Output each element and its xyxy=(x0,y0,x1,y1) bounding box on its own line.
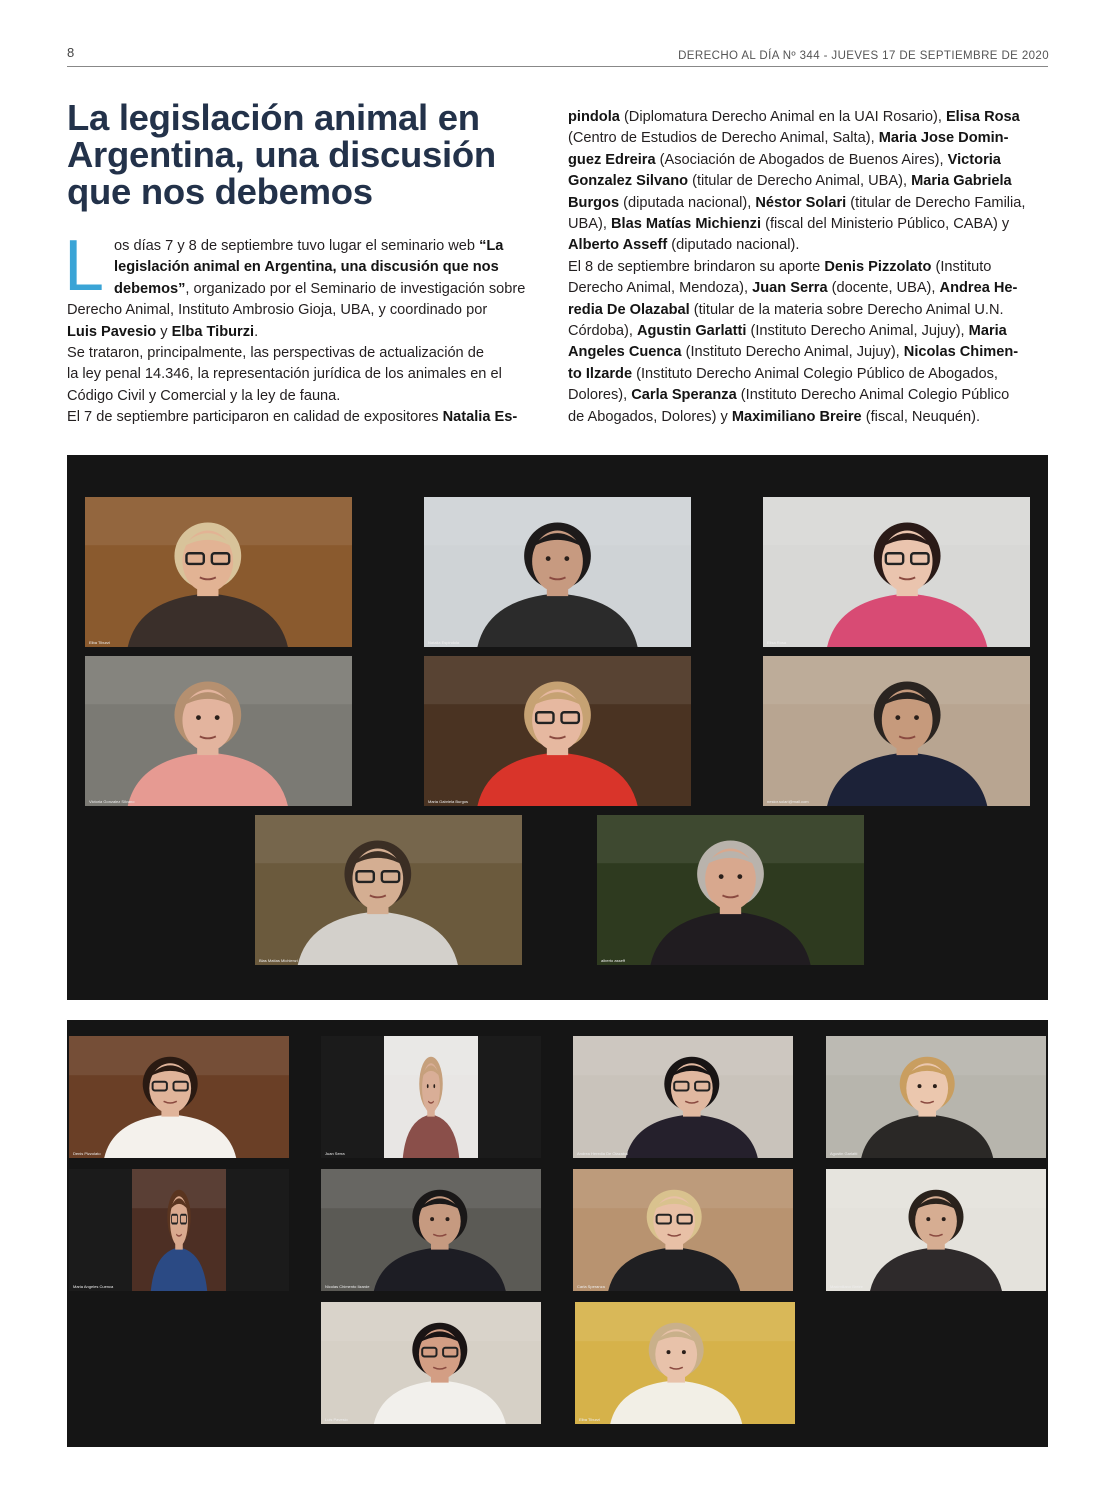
article-headline: La legislación animal en Argentina, una discusión que nos debemos xyxy=(67,97,496,212)
participant-eye-left xyxy=(895,715,900,720)
text-line xyxy=(568,214,1048,235)
text-line xyxy=(568,235,1048,256)
participant-eye-right xyxy=(933,1084,937,1088)
participant-video-frame xyxy=(424,656,691,806)
portrait-video-frame xyxy=(132,1169,226,1291)
text-line xyxy=(568,321,1048,342)
text-run: (titular de Derecho Familia, xyxy=(846,194,1026,211)
text-run: UBA), xyxy=(568,216,611,233)
text-line xyxy=(568,128,1048,149)
participant-video-tile xyxy=(763,656,1030,806)
participant-video-tile xyxy=(424,497,691,647)
participant-name-tag: Maria Gabriela Burgos xyxy=(428,799,469,804)
participant-name-tag: Denis Pizzolato xyxy=(73,1151,101,1156)
article-right-column xyxy=(568,107,1048,428)
text-run-bold: Juan Serra xyxy=(752,280,828,297)
participant-eye-left xyxy=(926,1217,930,1221)
participant-eye-right xyxy=(737,874,742,879)
participant-name-tag: Andrea Heredia De Olazabal xyxy=(577,1151,629,1156)
participant-video-frame xyxy=(573,1036,793,1158)
participant-eye-right xyxy=(682,1350,686,1354)
participant-video-frame xyxy=(763,497,1030,647)
text-run: (Instituto Derecho Animal Colegio Público xyxy=(736,387,1010,404)
text-run: Córdoba), xyxy=(568,323,637,340)
participant-name-tag: nestor.solari@mail.com xyxy=(767,799,809,804)
text-line xyxy=(568,364,1048,385)
article-left-column xyxy=(64,226,549,429)
participant-eye-right xyxy=(433,1084,435,1088)
text-line xyxy=(568,107,1048,128)
text-run-bold: Blas Matías Michienzi xyxy=(610,216,762,233)
text-run-bold: pindola xyxy=(568,109,620,125)
participant-eye-left xyxy=(196,715,201,720)
participant-eye-left xyxy=(430,1217,434,1221)
text-run: os días 7 y 8 de septiembre tuvo lugar el seminario web xyxy=(114,238,480,254)
text-run-bold: redia De Olazabal xyxy=(568,301,690,318)
text-line xyxy=(568,278,1048,299)
participant-name-tag: Blas Matías Michienzi xyxy=(259,958,298,963)
text-line xyxy=(568,342,1048,363)
text-line xyxy=(568,193,1048,214)
text-run-bold: Angeles Cuenca xyxy=(568,344,682,361)
participant-video-tile xyxy=(321,1036,541,1158)
text-run-bold: Agustin Garlatti xyxy=(636,323,747,340)
participant-name-tag: Elba Tiburzi xyxy=(579,1417,600,1422)
text-run: (Instituto Derecho Animal Colegio Público de Abogados, xyxy=(632,365,998,382)
header-rule xyxy=(67,66,1048,67)
text-run: de Abogados, Dolores) y xyxy=(568,408,732,425)
text-run: (titular de la materia sobre Derecho Animal U.N. xyxy=(689,301,1004,318)
text-run: El 7 de septiembre participaron en calidad de expositores xyxy=(67,409,443,426)
text-run-bold: Maria Jose Domin- xyxy=(878,130,1009,147)
participant-eye-right xyxy=(446,1217,450,1221)
participant-eye-left xyxy=(918,1084,922,1088)
text-run: Dolores), xyxy=(568,387,632,404)
text-run: (Asociación de Abogados de Buenos Aires), xyxy=(655,151,948,168)
paragraph-day-two xyxy=(568,257,1048,428)
text-run-bold: Luis Pavesio xyxy=(67,323,157,340)
text-run-bold: Alberto Asseff xyxy=(568,237,668,254)
text-run: (titular de Derecho Animal, UBA), xyxy=(688,173,912,190)
participant-video-tile xyxy=(321,1302,541,1424)
text-run-bold: Maximiliano Breire xyxy=(731,408,862,425)
participant-video-tile xyxy=(573,1169,793,1291)
participant-video-frame xyxy=(132,1169,226,1291)
participant-video-frame xyxy=(85,497,352,647)
participant-name-tag: Carla Speranza xyxy=(577,1284,605,1289)
participant-name-tag: Victoria Gonzalez Silvano xyxy=(89,799,135,804)
participant-name-tag: Juan Serra xyxy=(325,1151,345,1156)
text-line xyxy=(568,257,1048,278)
participant-video-tile xyxy=(424,656,691,806)
participant-video-frame xyxy=(763,656,1030,806)
text-run-bold: Burgos xyxy=(568,194,620,211)
text-line xyxy=(67,279,549,300)
paragraph-day-one-continued xyxy=(568,107,1048,257)
text-run: (diputada nacional), xyxy=(619,194,756,211)
text-run-bold: Elisa Rosa xyxy=(945,109,1020,125)
participant-name-tag: Natalia Espindola xyxy=(428,640,460,645)
participant-eye-right xyxy=(942,1217,946,1221)
text-line xyxy=(67,236,549,257)
participant-video-tile xyxy=(69,1036,289,1158)
text-run: Derecho Animal, Mendoza), xyxy=(568,280,753,297)
participant-eye-left xyxy=(719,874,724,879)
text-run: (Instituto Derecho Animal, Jujuy), xyxy=(681,344,904,361)
text-run-bold: debemos” xyxy=(114,280,186,297)
text-run: (Instituto Derecho Animal, Jujuy), xyxy=(746,323,969,340)
text-run-bold: Nicolas Chimen- xyxy=(903,344,1019,361)
text-line xyxy=(67,322,549,343)
participant-name-tag: Maximiliano Breire xyxy=(830,1284,863,1289)
text-run-bold: Victoria xyxy=(947,151,1001,168)
text-line xyxy=(568,407,1048,428)
text-run-bold: legislación animal en Argentina, una discusión que nos xyxy=(114,259,499,276)
participant-name-tag: Maria Angeles Cuenca xyxy=(73,1284,114,1289)
running-header: DERECHO AL DÍA Nº 344 - JUEVES 17 DE SEPTIEMBRE DE 2020 xyxy=(678,50,1049,62)
participant-eye-left xyxy=(667,1350,671,1354)
text-line xyxy=(568,300,1048,321)
participant-name-tag: Luis Pavesio xyxy=(325,1417,348,1422)
text-line xyxy=(67,300,549,321)
participant-eye-left xyxy=(546,556,551,561)
paragraph-intro xyxy=(67,236,549,343)
participant-eye-right xyxy=(564,556,569,561)
text-run-bold: to Ilzarde xyxy=(568,365,633,382)
text-line xyxy=(568,171,1048,192)
participant-name-tag: Elisa Rosa xyxy=(767,640,787,645)
participant-name-tag: Elba Tiburzi xyxy=(89,640,110,645)
participant-video-tile xyxy=(85,656,352,806)
text-line xyxy=(67,257,549,278)
participant-video-tile xyxy=(69,1169,289,1291)
participant-video-frame xyxy=(69,1036,289,1158)
participant-video-frame xyxy=(826,1169,1046,1291)
text-line xyxy=(568,385,1048,406)
text-run-bold: Maria xyxy=(968,323,1007,340)
participant-video-frame xyxy=(573,1169,793,1291)
participant-video-tile xyxy=(763,497,1030,647)
text-run: y xyxy=(156,323,172,340)
participant-video-frame xyxy=(321,1169,541,1291)
participant-name-tag: Nicolas Chimento Ilzarde xyxy=(325,1284,370,1289)
text-line xyxy=(568,150,1048,171)
participant-video-tile xyxy=(826,1036,1046,1158)
video-call-screenshot-day-2 xyxy=(67,1020,1048,1447)
text-run: . xyxy=(254,323,259,340)
text-run-bold: Gonzalez Silvano xyxy=(568,173,689,190)
text-run-bold: Natalia Es- xyxy=(442,409,518,426)
participant-eye-right xyxy=(215,715,220,720)
participant-video-tile xyxy=(573,1036,793,1158)
text-run-bold: “La xyxy=(479,238,504,254)
drop-cap: L xyxy=(64,226,105,306)
text-line xyxy=(67,407,549,428)
participant-video-frame xyxy=(826,1036,1046,1158)
participant-video-tile xyxy=(597,815,864,965)
text-run: (fiscal, Neuquén). xyxy=(861,408,981,425)
participant-video-tile xyxy=(85,497,352,647)
paragraph-day-one xyxy=(67,407,549,428)
participant-video-frame xyxy=(255,815,522,965)
text-line: Se trataron, principalmente, las perspectivas de actualización de xyxy=(67,345,484,362)
text-run-bold: Denis Pizzolato xyxy=(824,258,932,275)
participant-video-frame xyxy=(424,497,691,647)
page-number: 8 xyxy=(67,45,75,60)
text-run: (fiscal del Ministerio Público, CABA) y xyxy=(761,216,1010,233)
participant-eye-left xyxy=(427,1084,429,1088)
participant-video-tile xyxy=(255,815,522,965)
participant-video-frame xyxy=(597,815,864,965)
text-line: Código Civil y Comercial y la ley de fauna. xyxy=(67,387,341,404)
text-run-bold: Carla Speranza xyxy=(631,387,737,404)
text-run-bold: guez Edreira xyxy=(568,151,656,168)
video-call-screenshot-day-1 xyxy=(67,455,1048,1000)
text-run-bold: Andrea He- xyxy=(939,280,1018,297)
text-run-bold: Maria Gabriela xyxy=(911,173,1012,190)
portrait-video-frame xyxy=(384,1036,478,1158)
participant-name-tag: alberto asseff xyxy=(601,958,625,963)
text-run: (docente, UBA), xyxy=(827,280,940,297)
participant-video-tile xyxy=(321,1169,541,1291)
paragraph-topics xyxy=(67,343,549,407)
text-line: la ley penal 14.346, la representación jurídica de los animales en el xyxy=(67,366,502,383)
participant-video-tile xyxy=(826,1169,1046,1291)
text-run: (Instituto xyxy=(931,258,992,275)
participant-video-frame xyxy=(575,1302,795,1424)
participant-eye-right xyxy=(914,715,919,720)
participant-video-frame xyxy=(384,1036,478,1158)
participant-video-tile xyxy=(575,1302,795,1424)
text-run-bold: Néstor Solari xyxy=(755,194,847,211)
participant-name-tag: Agustin Garlatti xyxy=(830,1151,858,1156)
text-run: (Diplomatura Derecho Animal en la UAI Rosario), xyxy=(619,109,946,125)
text-run: , organizado por el Seminario de investigación sobre xyxy=(185,280,526,297)
text-run: (diputado nacional). xyxy=(667,237,800,254)
participant-video-frame xyxy=(321,1302,541,1424)
text-run: El 8 de septiembre brindaron su aporte xyxy=(568,258,825,275)
text-run: Derecho Animal, Instituto Ambrosio Gioja, UBA, y coordinado por xyxy=(67,302,488,319)
text-run-bold: Elba Tiburzi xyxy=(171,323,255,340)
text-run: (Centro de Estudios de Derecho Animal, Salta), xyxy=(568,130,879,147)
participant-video-frame xyxy=(85,656,352,806)
